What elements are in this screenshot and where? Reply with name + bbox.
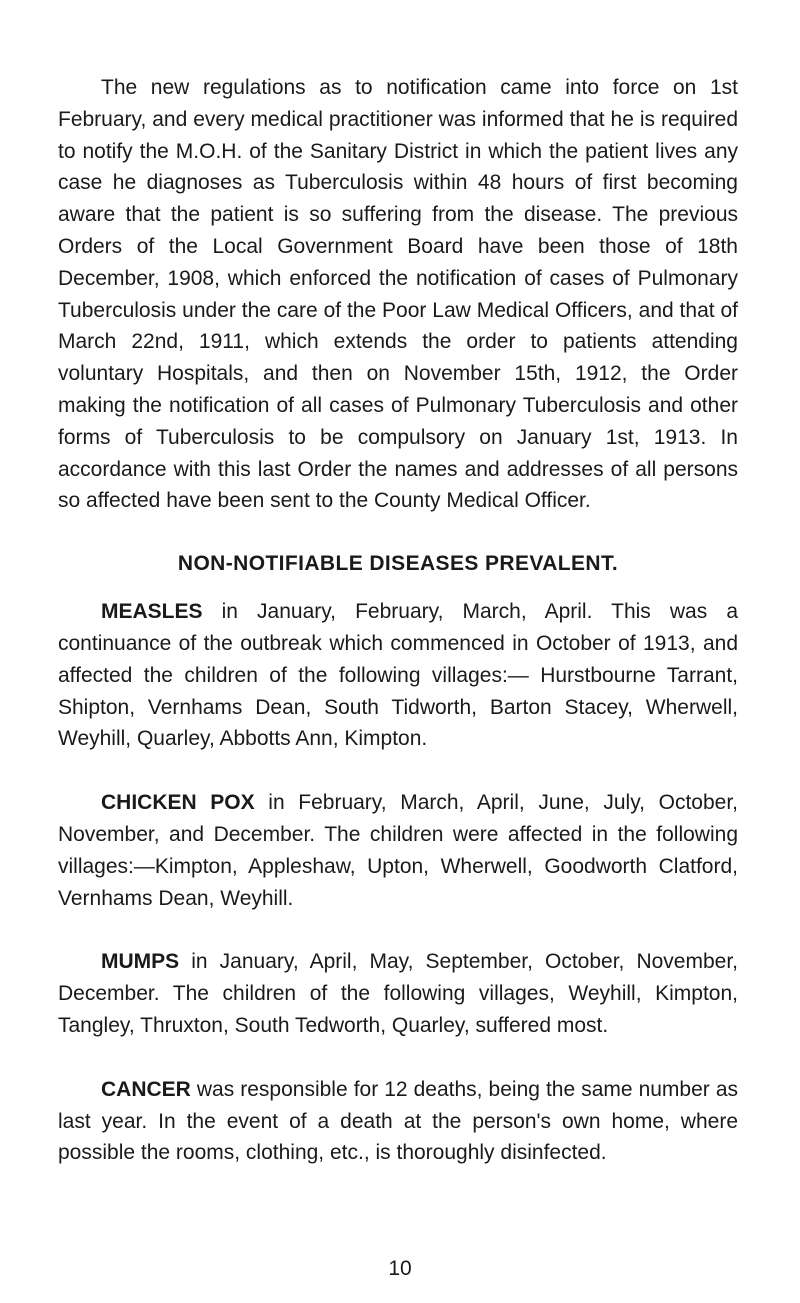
mumps-term: MUMPS: [101, 950, 180, 974]
chicken-pox-term: CHICKEN POX: [101, 791, 255, 815]
measles-paragraph: [58, 596, 738, 755]
measles-text: in January, February, March, April. This was a continuance of the outbreak which commenced in October of 1913, and affected the children of the following villages:— Hurstbourne Tarrant, Shipton, Vernhams Dean, South Tidworth, Barton Stacey, Wherwell, Weyhill, Quarley, Abbotts Ann, Kimpton.: [58, 600, 738, 751]
page-number: 10: [388, 1257, 412, 1280]
document-page: [58, 72, 738, 1169]
chicken-pox-paragraph: [58, 787, 738, 914]
section-heading: NON-NOTIFIABLE DISEASES PREVALENT.: [177, 552, 619, 576]
chicken-pox-text: in February, March, April, June, July, October, November, and December. The children were affected in the following villages:—Kimpton, Appleshaw, Upton, Wherwell, Goodworth Clatford, Vernhams Dean, Weyhill.: [58, 791, 738, 910]
cancer-text: was responsible for 12 deaths, being the same number as last year. In the event of a death at the person's own home, where possible the rooms, clothing, etc., is thoroughly disinfected.: [58, 1077, 738, 1165]
intro-paragraph: [58, 72, 738, 517]
measles-term: MEASLES: [101, 600, 203, 624]
mumps-paragraph: [58, 946, 738, 1041]
mumps-text: in January, April, May, September, October, November, December. The children of the following villages, Weyhill, Kimpton, Tangley, Thruxton, South Tedworth, Quarley, suffered most.: [58, 950, 738, 1037]
cancer-term: CANCER: [101, 1077, 191, 1101]
intro-text: The new regulations as to notification came into force on 1st February, and every medical practitioner was informed that he is required to notify the M.O.H. of the Sanitary District in which the patient lives any case he diagnoses as Tuberculosis within 48 hours of first becoming aware that the patient is so suffering from the disease. The previous Orders of the Local Government Board have been those of 18th December, 1908, which enforced the notification of cases of Pulmonary Tuberculosis under the care of the Poor Law Medical Officers, and that of March 22nd, 1911, which extends the order to patients attending voluntary Hospitals, and then on November 15th, 1912, the Order making the notification of all cases of Pulmonary Tuberculosis and other forms of Tuberculosis to be compulsory on January 1st, 1913. In accordance with this last Order the names and addresses of all persons so affected have been sent to the County Medical Officer.: [58, 76, 738, 513]
cancer-paragraph: [58, 1074, 738, 1169]
